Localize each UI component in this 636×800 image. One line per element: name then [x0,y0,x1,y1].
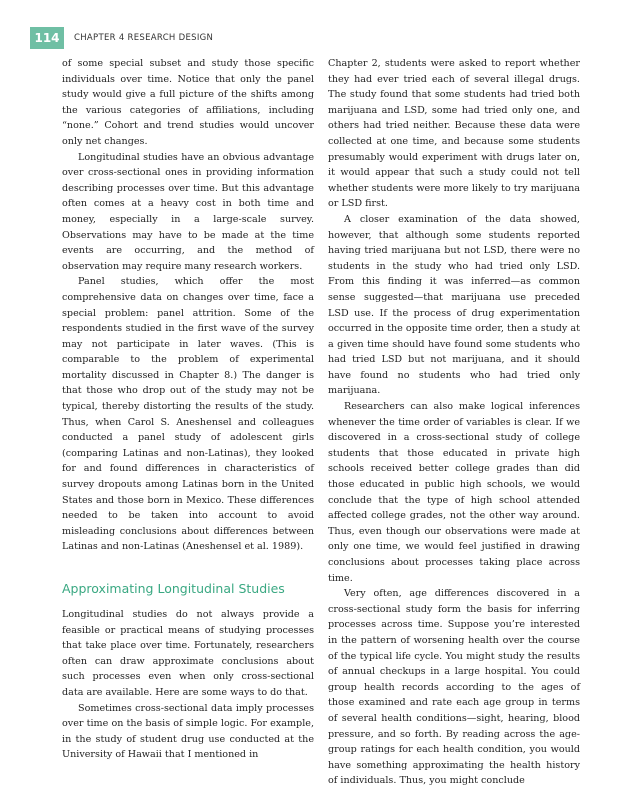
body-paragraph: of some special subset and study those specific individuals over time. Notice that only the panel study would give a full picture of the shifts among the various categories of affiliations, including “none.” Cohort and trend studies would uncover only net changes. [62,58,314,147]
left-column [62,56,314,763]
page-number: 114 [30,27,64,49]
page-header [0,27,636,49]
body-paragraph: Very often, age differences discovered in a cross-sectional study form the basis for inferring processes across time. Suppose you’re interested in the pattern of worsening health over the course of the typical life cycle. You might study the results of annual checkups in a large hospital. You could group health records according to the ages of those examined and rate each age group in terms of several health conditions—sight, hearing, blood pressure, and so forth. By reading across the age-group ratings for each health condition, you would have something approximating the health history of individuals. Thus, you might conclude [328,588,580,787]
section-heading: Approximating Longitudinal Studies [62,581,285,596]
body-paragraph: Longitudinal studies do not always provide a feasible or practical means of studying processes that take place over time. Fortunately, researchers often can draw approximate conclusions about such processes even when only cross-sectional data are available. Here are some ways to do that. [62,609,314,698]
body-paragraph: A closer examination of the data showed, however, that although some students reported having tried marijuana but not LSD, there were no students in the study who had tried only LSD. From this finding it was inferred—as common sense suggested—that marijuana use preceded LSD use. If the process of drug experimentation occurred in the opposite time order, then a study at a given time should have found some students who had tried LSD but not marijuana, and it should have found no students who had tried only marijuana. [328,213,580,397]
body-paragraph: Longitudinal studies have an obvious advantage over cross-sectional ones in providing information describing processes over time. But this advantage often comes at a heavy cost in both time and money, especially in a large-scale survey. Observations may have to be made at the time events are occurring, and the method of observation may require many research workers. [62,151,314,272]
body-paragraph: Researchers can also make logical inferences whenever the time order of variables is clear. If we discovered in a cross-sectional study of college students that those educated in private high schools received better college grades than did those educated in public high schools, we would conclude that the type of high school attended affected college grades, not the other way around. Thus, even though our observations were made at only one time, we would feel justified in drawing conclusions about processes taking place across time. [328,401,580,584]
body-paragraph: Sometimes cross-sectional data imply processes over time on the basis of simple logic. For example, in the study of student drug use conducted at the University of Hawaii that I mentioned in [62,702,314,761]
running-head: CHAPTER 4 RESEARCH DESIGN [74,33,214,43]
body-paragraph: Chapter 2, students were asked to report whether they had ever tried each of several illegal drugs. The study found that some students had tried both marijuana and LSD, some had tried only one, and others had tried neither. Because these data were collected at one time, and because some students presumably would experiment with drugs later on, it would appear that such a study could not tell whether students were more likely to try marijuana or LSD first. [328,58,580,210]
right-column [328,56,580,789]
body-paragraph: Panel studies, which offer the most comprehensive data on changes over time, face a special problem: panel attrition. Some of the respondents studied in the first wave of the survey may not participate in later waves. (This is comparable to the problem of experimental mortality discussed in Chapter 8.) The danger is that those who drop out of the study may not be typical, thereby distorting the results of the study. Thus, when Carol S. Aneshensel and colleagues conducted a panel study of adolescent girls (comparing Latinas and non-Latinas), they looked for and found differences in characteristics of survey dropouts among Latinas born in the United States and those born in Mexico. These differences needed to be taken into account to avoid misleading conclusions about differences between Latinas and non-Latinas (Aneshensel et al. 1989). [62,276,314,553]
